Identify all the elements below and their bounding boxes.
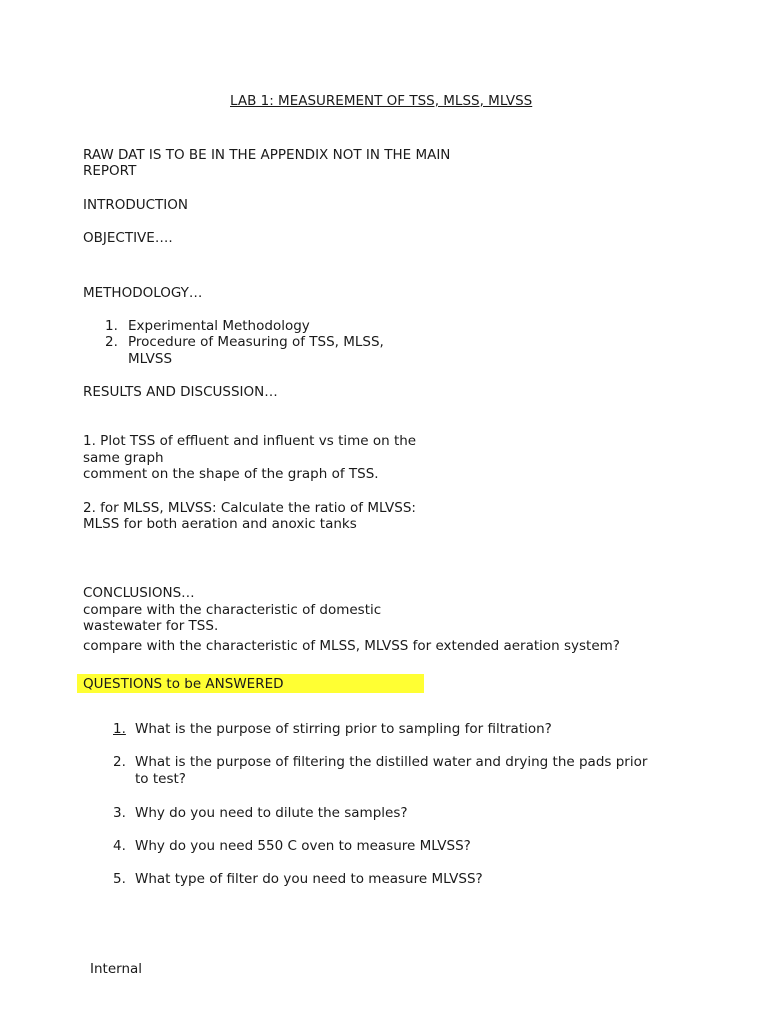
conclusions-line-2: wastewater for TSS. <box>83 618 219 634</box>
results-item-1-line-1: 1. Plot TSS of effluent and influent vs time on the <box>83 433 417 449</box>
questions-heading: QUESTIONS to be ANSWERED <box>83 676 284 692</box>
question-number: 1. <box>113 721 126 737</box>
list-item-text: MLVSS <box>128 351 173 367</box>
conclusions-line-1: compare with the characteristic of domestic <box>83 602 382 618</box>
question-text: Why do you need 550 C oven to measure MLVSS? <box>135 838 471 854</box>
question-number: 3. <box>113 805 126 821</box>
raw-data-note-line-1: RAW DAT IS TO BE IN THE APPENDIX NOT IN THE MAIN <box>83 147 451 163</box>
question-number: 5. <box>113 871 126 887</box>
list-item-text: Procedure of Measuring of TSS, MLSS, <box>128 334 384 350</box>
question-text: What is the purpose of stirring prior to sampling for filtration? <box>135 721 552 737</box>
conclusions-line-3: compare with the characteristic of MLSS, MLVSS for extended aeration system? <box>83 638 620 654</box>
results-item-1-line-3: comment on the shape of the graph of TSS. <box>83 466 379 482</box>
objective-heading: OBJECTIVE…. <box>83 230 173 246</box>
question-number: 2. <box>113 754 126 770</box>
list-item-number: 2. <box>105 334 118 350</box>
question-text: What is the purpose of filtering the distilled water and drying the pads prior <box>135 754 648 770</box>
document-title: LAB 1: MEASUREMENT OF TSS, MLSS, MLVSS <box>230 93 533 109</box>
footer-classification: Internal <box>90 961 143 977</box>
question-number: 4. <box>113 838 126 854</box>
introduction-heading: INTRODUCTION <box>83 197 188 213</box>
results-heading: RESULTS AND DISCUSSION… <box>83 384 278 400</box>
results-item-2-line-1: 2. for MLSS, MLVSS: Calculate the ratio of MLVSS: <box>83 500 416 516</box>
list-item-number: 1. <box>105 318 118 334</box>
results-item-1-line-2: same graph <box>83 450 164 466</box>
raw-data-note-line-2: REPORT <box>83 163 137 179</box>
methodology-heading: METHODOLOGY… <box>83 285 203 301</box>
list-item-text: Experimental Methodology <box>128 318 310 334</box>
results-item-2-line-2: MLSS for both aeration and anoxic tanks <box>83 516 357 532</box>
question-text: Why do you need to dilute the samples? <box>135 805 408 821</box>
question-text: What type of filter do you need to measure MLVSS? <box>135 871 483 887</box>
questions-highlight <box>77 674 424 693</box>
conclusions-heading: CONCLUSIONS… <box>83 585 195 601</box>
question-text: to test? <box>135 771 186 787</box>
